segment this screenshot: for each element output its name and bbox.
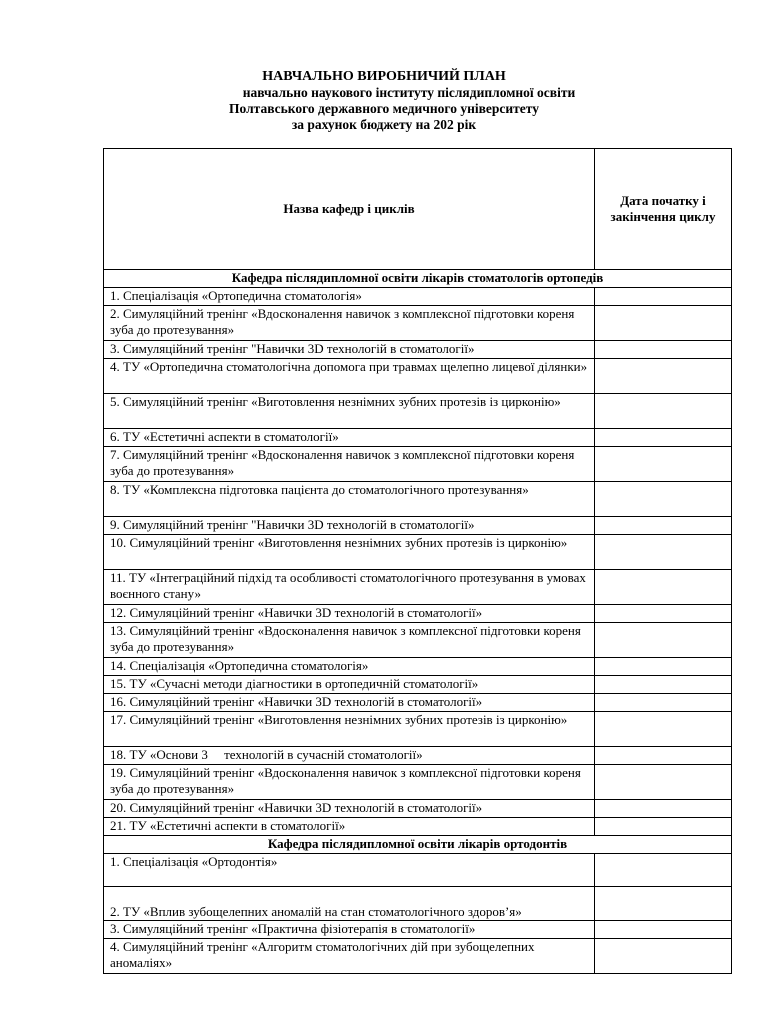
table-row xyxy=(104,818,732,836)
cycle-name: 3. Симуляційний тренінг «Практична фізіотерапія в стоматології» xyxy=(104,921,595,939)
cycle-name: 21. ТУ «Естетичні аспекти в стоматології» xyxy=(104,818,595,836)
date-cell xyxy=(595,288,732,306)
table-header-row xyxy=(104,149,732,270)
date-cell xyxy=(595,921,732,939)
date-cell xyxy=(595,694,732,712)
table-row xyxy=(104,306,732,341)
date-cell xyxy=(595,887,732,921)
table-row xyxy=(104,887,732,921)
cycle-name: 4. ТУ «Ортопедична стоматологічна допомога при травмах щелепно лицевої ділянки» xyxy=(104,359,595,394)
document-title: НАВЧАЛЬНО ВИРОБНИЧИЙ ПЛАН xyxy=(262,69,506,84)
section-row xyxy=(104,270,732,288)
budget-line: за рахунок бюджету на 202 рік xyxy=(291,117,477,132)
date-cell xyxy=(595,429,732,447)
cycle-name: 17. Симуляційний тренінг «Виготовлення незнімних зубних протезів із цирконію» xyxy=(104,712,595,747)
col-header-name: Назва кафедр і циклів xyxy=(104,149,595,270)
table-row xyxy=(104,517,732,535)
date-cell xyxy=(595,605,732,623)
table-row xyxy=(104,921,732,939)
table-row xyxy=(104,676,732,694)
cycle-name: 1. Спеціалізація «Ортодонтія» xyxy=(104,854,595,887)
cycle-name: 12. Симуляційний тренінг «Навички 3D технологій в стоматології» xyxy=(104,605,595,623)
cycle-name: 18. ТУ «Основи 3 технологій в сучасній стоматології» xyxy=(104,747,595,765)
date-cell xyxy=(595,482,732,517)
cycle-name: 15. ТУ «Сучасні методи діагностики в ортопедичній стоматології» xyxy=(104,676,595,694)
cycle-name: 11. ТУ «Інтеграційний підхід та особливості стоматологічного протезування в умовах воєнного стану» xyxy=(104,570,595,605)
table-row xyxy=(104,429,732,447)
section-title: Кафедра післядипломної освіти лікарів ортодонтів xyxy=(104,836,732,854)
date-cell xyxy=(595,394,732,429)
table-row xyxy=(104,765,732,800)
cycle-name: 19. Симуляційний тренінг «Вдосконалення навичок з комплексної підготовки кореня зуба до протезування» xyxy=(104,765,595,800)
date-cell xyxy=(595,570,732,605)
table-row xyxy=(104,854,732,887)
cycle-name: 1. Спеціалізація «Ортопедична стоматологія» xyxy=(104,288,595,306)
cycle-name: 10. Симуляційний тренінг «Виготовлення незнімних зубних протезів із цирконію» xyxy=(104,535,595,570)
section-title: Кафедра післядипломної освіти лікарів стоматологів ортопедів xyxy=(104,270,732,288)
date-cell xyxy=(595,676,732,694)
table-row xyxy=(104,747,732,765)
cycle-name: 2. Симуляційний тренінг «Вдосконалення навичок з комплексної підготовки кореня зуба до протезування» xyxy=(104,306,595,341)
institute-line: навчально наукового інституту післядипломної освіти xyxy=(242,85,576,100)
table-row xyxy=(104,570,732,605)
table-row xyxy=(104,800,732,818)
cycle-name: 3. Симуляційний тренінг "Навички 3D технологій в стоматології» xyxy=(104,341,595,359)
date-cell xyxy=(595,658,732,676)
table-row xyxy=(104,447,732,482)
table-row xyxy=(104,694,732,712)
date-cell xyxy=(595,535,732,570)
table-row xyxy=(104,939,732,974)
cycle-name: 16. Симуляційний тренінг «Навички 3D технологій в стоматології» xyxy=(104,694,595,712)
date-cell xyxy=(595,800,732,818)
table-row xyxy=(104,623,732,658)
table-row xyxy=(104,535,732,570)
date-cell xyxy=(595,818,732,836)
table-row xyxy=(104,605,732,623)
date-cell xyxy=(595,306,732,341)
table-row xyxy=(104,482,732,517)
date-cell xyxy=(595,854,732,887)
cycle-name: 2. ТУ «Вплив зубощелепних аномалій на стан стоматологічного здоров’я» xyxy=(104,887,595,921)
table-row xyxy=(104,288,732,306)
date-cell xyxy=(595,747,732,765)
cycle-name: 7. Симуляційний тренінг «Вдосконалення навичок з комплексної підготовки кореня зуба до протезування» xyxy=(104,447,595,482)
date-cell xyxy=(595,447,732,482)
cycle-name: 8. ТУ «Комплексна підготовка пацієнта до стоматологічного протезування» xyxy=(104,482,595,517)
cycle-name: 13. Симуляційний тренінг «Вдосконалення навичок з комплексної підготовки кореня зуба до протезування» xyxy=(104,623,595,658)
table-row xyxy=(104,712,732,747)
date-cell xyxy=(595,517,732,535)
date-cell xyxy=(595,712,732,747)
cycle-name: 9. Симуляційний тренінг "Навички 3D технологій в стоматології» xyxy=(104,517,595,535)
table-row xyxy=(104,341,732,359)
table-row xyxy=(104,394,732,429)
table-row xyxy=(104,359,732,394)
date-cell xyxy=(595,623,732,658)
date-cell xyxy=(595,359,732,394)
cycle-name: 6. ТУ «Естетичні аспекти в стоматології» xyxy=(104,429,595,447)
date-cell xyxy=(595,341,732,359)
date-cell xyxy=(595,939,732,974)
university-line: Полтавського державного медичного університету xyxy=(229,101,539,116)
table-row xyxy=(104,658,732,676)
cycle-name: 5. Симуляційний тренінг «Виготовлення незнімних зубних протезів із цирконію» xyxy=(104,394,595,429)
cycle-name: 20. Симуляційний тренінг «Навички 3D технологій в стоматології» xyxy=(104,800,595,818)
date-cell xyxy=(595,765,732,800)
col-header-date: Дата початку і закінчення циклу xyxy=(595,149,732,270)
cycle-name: 4. Симуляційний тренінг «Алгоритм стоматологічних дій при зубощелепних аномаліях» xyxy=(104,939,595,974)
plan-table xyxy=(103,148,732,974)
document-header xyxy=(0,68,768,133)
cycle-name: 14. Спеціалізація «Ортопедична стоматологія» xyxy=(104,658,595,676)
section-row xyxy=(104,836,732,854)
